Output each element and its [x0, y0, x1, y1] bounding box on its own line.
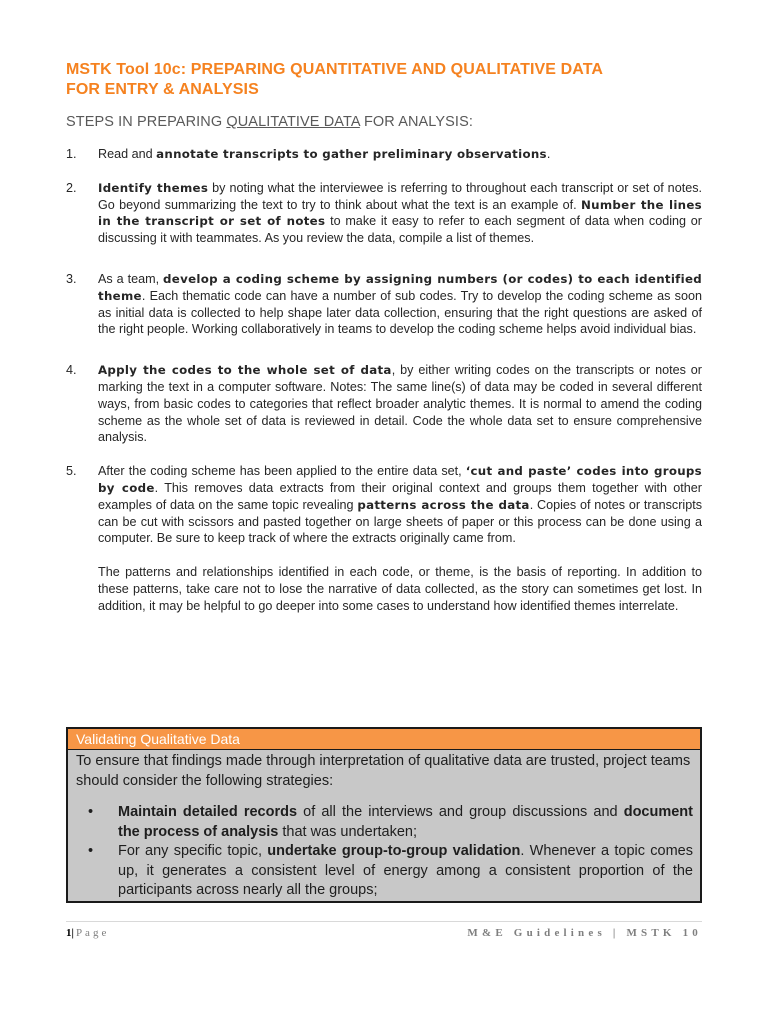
title-line-2: FOR ENTRY & ANALYSIS — [66, 81, 259, 98]
step-item — [66, 463, 702, 547]
step-number: 3. — [66, 271, 77, 286]
step-item — [66, 271, 702, 338]
bullet-icon: • — [88, 843, 94, 859]
step-item — [66, 362, 702, 446]
callout-body — [68, 750, 700, 901]
page-number-label: 1| Page — [66, 927, 110, 939]
step-number: 1. — [66, 147, 77, 161]
callout-heading: Validating Qualitative Data — [68, 729, 700, 750]
footer-divider — [66, 921, 702, 922]
step-item — [66, 180, 702, 247]
list-item — [76, 803, 693, 842]
step-text: Read and annotate transcripts to gather preliminary observations. — [98, 147, 551, 161]
step-text: As a team, develop a coding scheme by assigning numbers (or codes) to each identified theme. Each thematic code can have a number of sub codes. Try to develop the coding scheme as soon as initial data is collected to help shape later data collection, ensuring that the right questions are asked of the right people. Working collaboratively in teams to develop the coding scheme helps avoid individual bias. — [98, 271, 703, 337]
step-number: 5. — [66, 464, 77, 479]
callout-intro: To ensure that findings made through interpretation of qualitative data are trusted, project teams should consider the following strategies: — [76, 753, 691, 789]
list-item — [76, 842, 693, 901]
step-text: Apply the codes to the whole set of data, by either writing codes on the transcripts or notes or marking the text in a computer software. Notes: The same line(s) of data may be coded in several different ways, from basic codes to categories that reflect broader analytic themes. It is normal to amend the coding scheme as the whole set of data is reviewed in detail. Code the whole data set to ensure comprehensive analysis. — [98, 363, 702, 445]
bullet-icon: • — [88, 804, 94, 820]
step-number: 4. — [66, 363, 77, 378]
callout-bullet-list — [76, 803, 693, 901]
steps-list — [66, 146, 702, 615]
step-item — [66, 146, 702, 163]
page-content — [66, 60, 702, 615]
title-line-1: MSTK Tool 10c: PREPARING QUANTITATIVE AND QUALITATIVE DATA — [66, 61, 604, 78]
closing-paragraph: The patterns and relationships identified in each code, or theme, is the basis of reporting. In addition to these patterns, take care not to lose the narrative of data collected, as the story can sometimes get lost. In addition, it may be helpful to go deeper into some cases to understand how identified themes interrelate. — [98, 565, 702, 613]
bullet-text: Maintain detailed records of all the interviews and group discussions and document the process of analysis that was undertaken; — [118, 804, 693, 840]
bullet-text: For any specific topic, undertake group-to-group validation. Whenever a topic comes up, it generates a consistent level of energy among a consistent proportion of the participants across nearly all the groups; — [118, 843, 693, 898]
step-text: After the coding scheme has been applied to the entire data set, ‘cut and paste’ codes into groups by code. This removes data extracts from their original context and groups them together with other examples of data on the same topic revealing patterns across the data. Copies of notes or transcripts can be cut with scissors and pasted together on large sheets of paper or this process can be done using a computer. Be sure to keep track of where the extracts originally came from. — [98, 464, 703, 546]
footer-document-label: M&E Guidelines | MSTK 10 — [467, 927, 702, 939]
step-text: Identify themes by noting what the interviewee is referring to throughout each transcript or set of notes. Go beyond summarizing the text to try to think about what the text is an example of. Number the lines in the transcript or set of notes to make it easy to refer to each segment of data when coding or discussing it with teammates. As you review the data, compile a list of themes. — [98, 180, 702, 246]
document-title — [66, 60, 702, 100]
section-heading: STEPS IN PREPARING QUALITATIVE DATA FOR ANALYSIS: — [66, 114, 473, 130]
step-number: 2. — [66, 180, 77, 195]
validation-callout-box — [66, 727, 702, 903]
